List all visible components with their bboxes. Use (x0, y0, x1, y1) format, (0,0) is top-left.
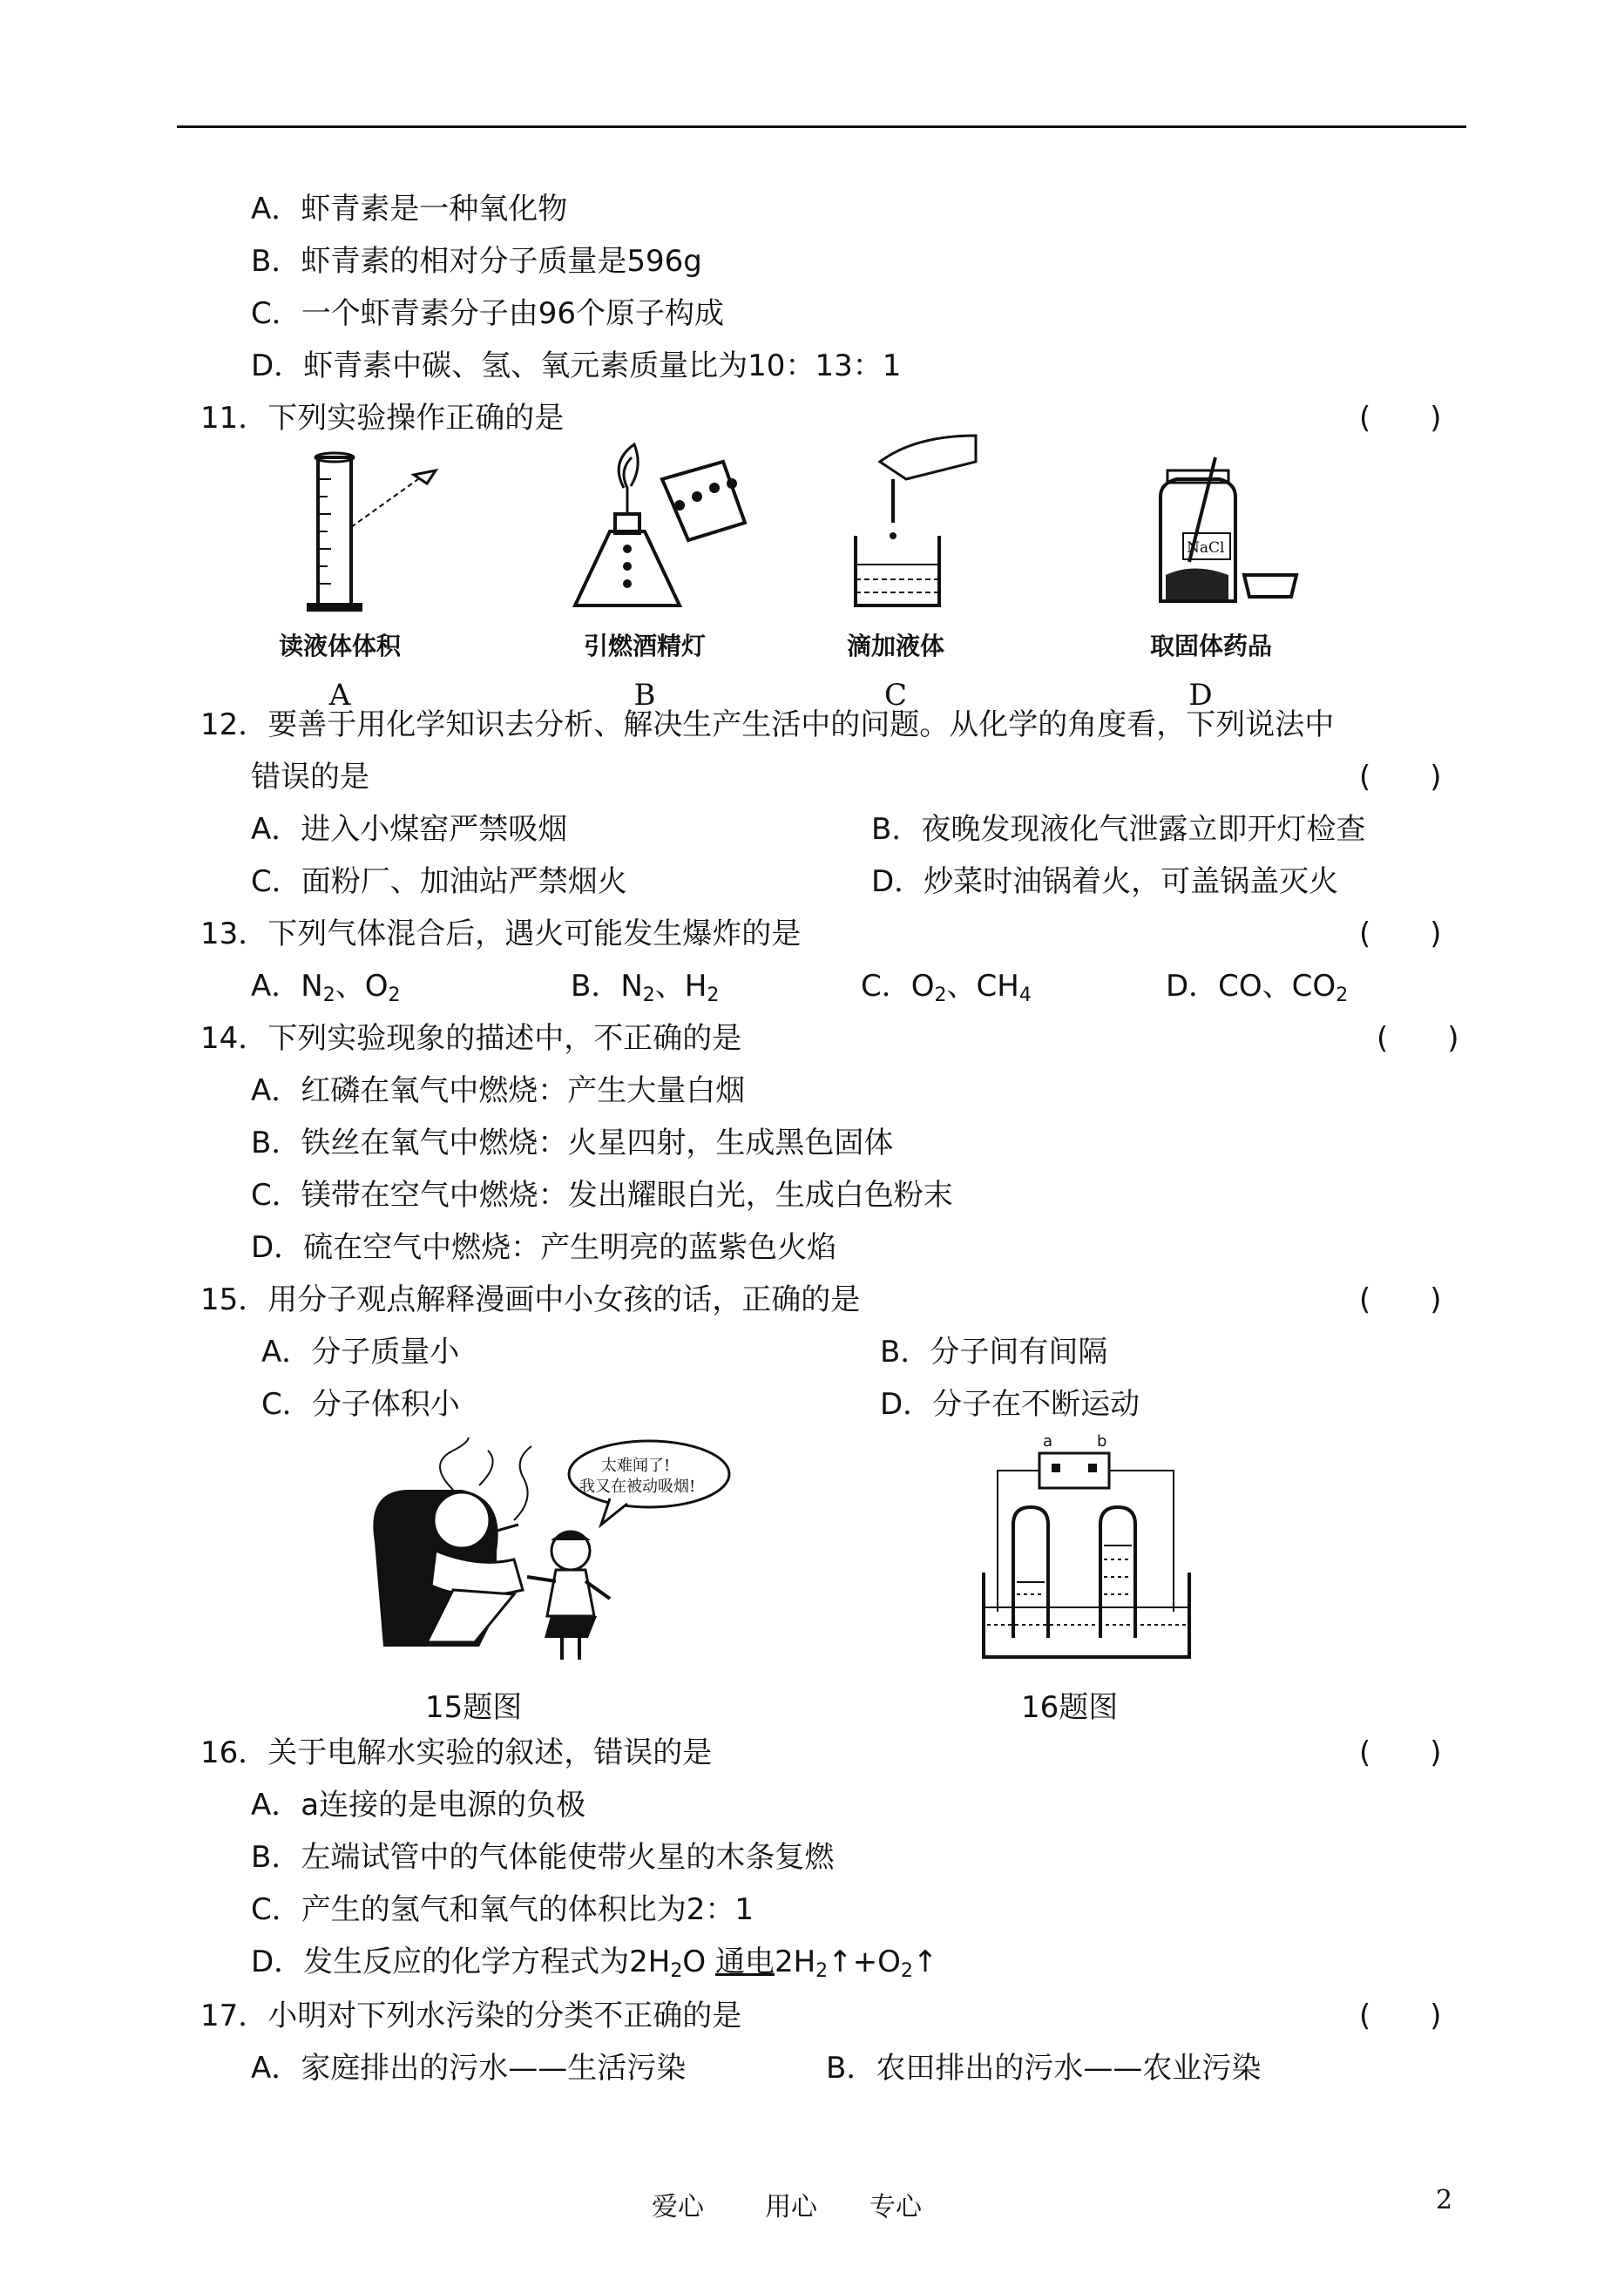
q14-option-b: B．铁丝在氧气中燃烧：火星四射，生成黑色固体 (251, 1126, 894, 1160)
cartoon-bubble-line1: 太难闻了! (601, 1457, 671, 1475)
q12-answer-blank: ( ) (1359, 760, 1442, 795)
q11-letter-c: C (883, 678, 907, 713)
q17-answer-blank: ( ) (1359, 1999, 1442, 2033)
q16-stem: 16．关于电解水实验的叙述，错误的是 (200, 1735, 713, 1770)
solid-reagent-jar-figure (1141, 453, 1316, 610)
cartoon-bubble-line2: 我又在被动吸烟! (579, 1478, 696, 1496)
q12-stem: 12．要善于用化学知识去分析、解决生产生活中的问题。从化学的角度看，下列说法中 (200, 707, 1335, 742)
q10-option-b: B．虾青素的相对分子质量是596g (251, 244, 702, 279)
footer-slogan-1: 爱心 (652, 2192, 704, 2222)
q16-option-b: B．左端试管中的气体能使带火星的木条复燃 (251, 1840, 835, 1875)
q11-caption-c: 滴加液体 (846, 632, 944, 660)
q12-option-d: D．炒菜时油锅着火，可盖锅盖灭火 (871, 864, 1339, 899)
alcohol-lamp-figure (558, 436, 758, 619)
reaction-condition: 通电 (714, 1945, 775, 1979)
q14-stem: 14．下列实验现象的描述中，不正确的是 (200, 1021, 742, 1056)
q15-answer-blank: ( ) (1359, 1282, 1442, 1317)
q11-letter-a: A (328, 678, 351, 713)
q16-option-a: A．a连接的是电源的负极 (251, 1788, 586, 1823)
q10-option-a: A．虾青素是一种氧化物 (251, 192, 568, 227)
q15-option-a: A．分子质量小 (261, 1335, 460, 1370)
q12-option-c: C．面粉厂、加油站严禁烟火 (251, 864, 627, 899)
q14-option-d: D．硫在空气中燃烧：产生明亮的蓝紫色火焰 (251, 1230, 837, 1265)
q12-option-a: A．进入小煤窑严禁吸烟 (251, 812, 568, 847)
q11-letter-d: D (1188, 678, 1213, 713)
q16-option-d: D．发生反应的化学方程式为$2H_2O$ 通电$2H_2↑+O_2↑$ (251, 1945, 938, 1982)
page-number: 2 (1436, 2185, 1453, 2215)
water-electrolysis-figure (980, 1429, 1194, 1664)
q13-option-b: B．$N_2$、$H_2$ (571, 969, 720, 1006)
q12-stem-cont: 错误的是 (251, 760, 369, 795)
q17-stem: 17．小明对下列水污染的分类不正确的是 (200, 1999, 742, 2033)
footer-slogan-3: 专心 (870, 2192, 922, 2222)
footer-slogan-2: 用心 (765, 2192, 817, 2222)
q10-option-d: D．虾青素中碳、氢、氧元素质量比为10：13：1 (251, 348, 902, 383)
q10-option-c: C．一个虾青素分子由96个原子构成 (251, 296, 725, 331)
q13-option-a: A．$N_2$、$O_2$ (251, 969, 401, 1006)
q13-stem: 13．下列气体混合后，遇火可能发生爆炸的是 (200, 917, 802, 951)
nacl-label: NaCl (1187, 539, 1225, 557)
q13-option-d: D．CO、$CO_2$ (1166, 969, 1349, 1006)
q11-caption-b: 引燃酒精灯 (583, 632, 706, 660)
q11-caption-d: 取固体药品 (1149, 632, 1272, 660)
smoking-cartoon-figure (348, 1437, 741, 1664)
q14-option-a: A．红磷在氧气中燃烧：产生大量白烟 (251, 1073, 746, 1108)
graduated-cylinder-figure (296, 444, 453, 619)
q11-caption-a: 读液体体积 (278, 632, 401, 660)
q16-answer-blank: ( ) (1359, 1735, 1442, 1770)
q15-option-b: B．分子间有间隔 (880, 1335, 1108, 1370)
q15-stem: 15．用分子观点解释漫画中小女孩的话，正确的是 (200, 1282, 861, 1317)
q12-option-b: B．夜晚发现液化气泄露立即开灯检查 (871, 812, 1366, 847)
q11-answer-blank: ( ) (1359, 401, 1442, 436)
dropper-figure (845, 427, 985, 619)
electrode-label-a: a (1043, 1432, 1053, 1451)
q13-answer-blank: ( ) (1359, 917, 1442, 951)
q16-option-c: C．产生的氢气和氧气的体积比为2：1 (251, 1892, 754, 1927)
q17-option-b: B．农田排出的污水——农业污染 (826, 2051, 1262, 2086)
q14-answer-blank: ( ) (1377, 1021, 1459, 1056)
q13-option-c: C．$O_2$、$CH_4$ (861, 969, 1032, 1006)
q11-letter-b: B (633, 678, 656, 713)
q15-figure-caption: 15题图 (425, 1690, 523, 1725)
header-rule (177, 125, 1466, 128)
q14-option-c: C．镁带在空气中燃烧：发出耀眼白光，生成白色粉末 (251, 1178, 953, 1213)
q15-option-c: C．分子体积小 (261, 1387, 460, 1422)
q11-stem: 11．下列实验操作正确的是 (200, 401, 565, 436)
q15-option-d: D．分子在不断运动 (880, 1387, 1140, 1422)
q16-figure-caption: 16题图 (1021, 1690, 1119, 1725)
q17-option-a: A．家庭排出的污水——生活污染 (251, 2051, 687, 2086)
electrode-label-b: b (1097, 1432, 1107, 1451)
